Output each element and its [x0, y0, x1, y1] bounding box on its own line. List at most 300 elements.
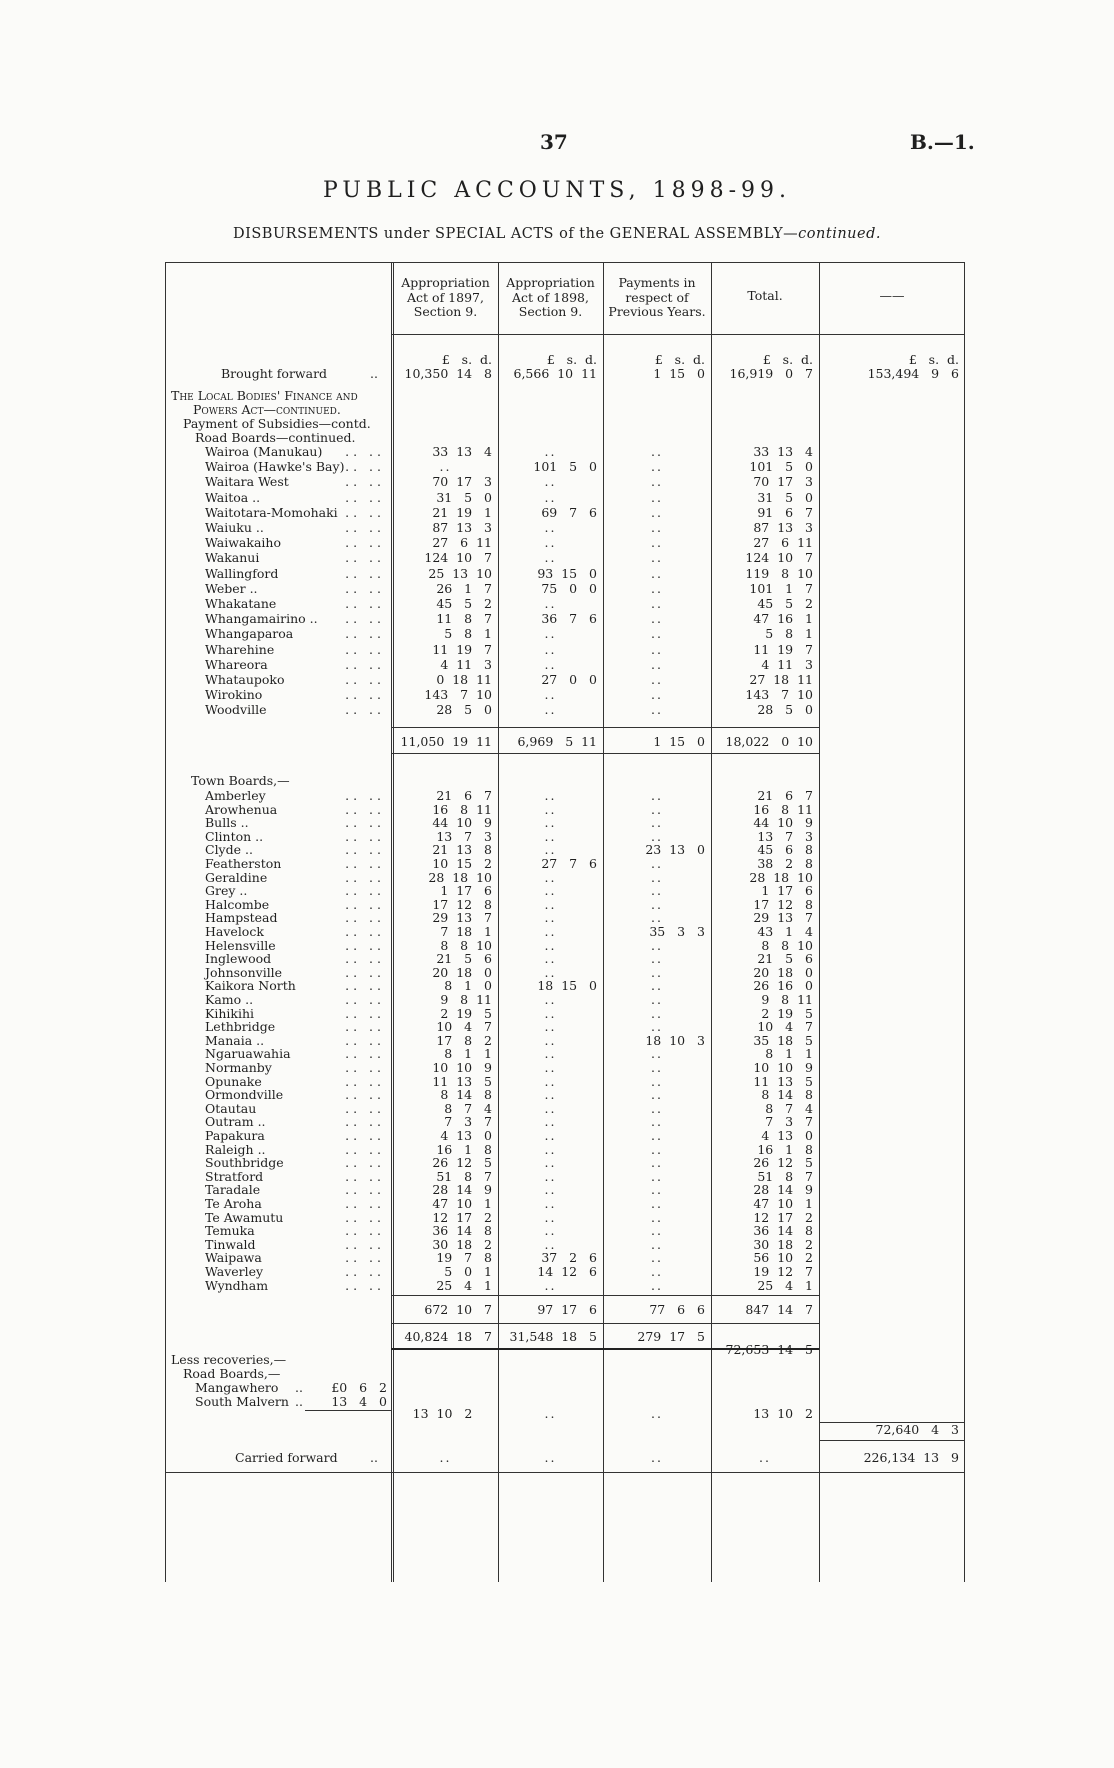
leader-dot: .. [369, 672, 385, 687]
leader-dot: .. [369, 1155, 385, 1171]
leader-dot: .. [369, 896, 385, 912]
leader-dots: .. [370, 366, 378, 381]
amount: 8 1 1 [765, 1046, 813, 1062]
amount: 19 7 8 [436, 1250, 492, 1266]
amount: 47 10 1 [753, 1196, 813, 1211]
amount: 35 3 3 [649, 924, 705, 939]
leader-dots [285, 687, 385, 702]
leader-dot: .. [369, 550, 385, 566]
row-label: Lethbridge [205, 1019, 276, 1035]
row-label: Waverley [205, 1264, 264, 1279]
empty-cell: .. [651, 1087, 663, 1103]
empty-cell: .. [544, 550, 557, 566]
amount: 21 6 7 [757, 788, 813, 803]
page-number: 37 [540, 130, 568, 154]
leader-dots [285, 626, 385, 641]
amount: 70 17 3 [753, 474, 813, 490]
leader-dot: .. [345, 883, 362, 899]
recovery-name: Mangawhero [195, 1380, 279, 1395]
leader-dot: .. [369, 702, 385, 718]
recovery-name: South Malvern [195, 1394, 289, 1409]
leader-dot: .. [369, 937, 385, 953]
row-label: Waitotara-Momohaki [205, 504, 338, 520]
row-label: Whangamairino .. [205, 611, 318, 627]
table-row [165, 459, 965, 474]
amount: 143 7 10 [424, 687, 492, 703]
leader-dot: .. [369, 626, 385, 642]
currency-row [165, 352, 965, 367]
leader-dot: .. [345, 580, 362, 596]
leader-dot: .. [345, 856, 362, 871]
leader-dot: .. [345, 656, 362, 672]
row-label: Stratford [205, 1168, 264, 1184]
amount: 2 19 5 [761, 1005, 813, 1021]
leader-dot: .. [369, 1100, 385, 1116]
row-label: Wairoa (Manukau) [205, 444, 323, 459]
amount: 47 16 1 [753, 611, 813, 627]
empty-cell: .. [651, 1114, 663, 1130]
row-label: Wairoa (Hawke's Bay) [205, 459, 345, 475]
amount: 40,824 18 7 [404, 1329, 492, 1344]
leader-dots [285, 581, 385, 596]
amount: 4 11 3 [440, 656, 492, 672]
amount: 119 8 10 [745, 565, 813, 581]
amount: 38 2 8 [757, 856, 813, 871]
amount: 31 5 0 [757, 489, 813, 505]
empty-cell: .. [651, 788, 663, 803]
leader-dot: .. [369, 910, 385, 926]
row-label: Johnsonville [205, 964, 283, 980]
amount: 37 2 6 [541, 1250, 597, 1266]
leader-dot: .. [369, 596, 385, 611]
table-row [165, 444, 965, 459]
empty-cell: .. [651, 520, 663, 535]
leader-dot: .. [345, 869, 362, 885]
row-label: Ormondville [205, 1087, 284, 1103]
empty-cell: .. [544, 815, 557, 831]
amount: 31 5 0 [436, 489, 492, 505]
leader-dot: .. [345, 828, 362, 844]
row-label: Wallingford [205, 565, 279, 581]
leader-dot: .. [369, 801, 385, 817]
leader-dot: .. [345, 672, 362, 687]
amount: 27 6 11 [432, 535, 492, 551]
leader-dot: .. [345, 1141, 362, 1157]
town-subtotal-rule [391, 1295, 819, 1296]
leader-dot: .. [345, 596, 362, 611]
leader-dot: .. [369, 924, 385, 939]
empty-cell: .. [651, 964, 663, 980]
leader-dot: .. [345, 626, 362, 642]
amount: 87 13 3 [753, 520, 813, 535]
empty-cell: .. [544, 910, 557, 926]
amount: 44 10 9 [753, 815, 813, 831]
amount: 8 8 10 [440, 937, 492, 953]
amount: 124 10 7 [424, 550, 492, 566]
empty-cell: .. [651, 626, 663, 642]
leader-dot: .. [369, 815, 385, 831]
leader-dots [285, 490, 385, 505]
amount: 8 1 1 [444, 1046, 492, 1062]
amount: 25 13 10 [428, 565, 492, 581]
amount: 28 14 9 [432, 1182, 492, 1198]
leader-dot: .. [345, 1236, 362, 1252]
leader-dot: .. [345, 924, 362, 939]
empty-cell: .. [651, 1019, 663, 1035]
leader-dot: .. [345, 1019, 362, 1035]
amount: 28 18 10 [749, 869, 813, 885]
empty-cell: .. [544, 937, 557, 953]
empty-cell: .. [651, 815, 663, 831]
amount: 8 8 10 [761, 937, 813, 953]
empty-cell: .. [544, 1114, 557, 1130]
row-label: Clinton .. [205, 828, 264, 844]
leader-dot: .. [369, 1209, 385, 1225]
empty-cell: .. [544, 924, 557, 939]
empty-cell: .. [544, 1032, 557, 1048]
amount: 20 18 0 [753, 964, 813, 980]
amount: 4 13 0 [440, 1128, 492, 1143]
currency-label: £ s. d. [908, 352, 959, 367]
amount: 45 5 2 [757, 596, 813, 611]
leader-dot: .. [345, 978, 362, 994]
empty-cell: .. [544, 1406, 557, 1421]
row-label: Arowhenua [205, 801, 278, 817]
amount: 847 14 7 [745, 1302, 813, 1317]
empty-cell: .. [651, 883, 663, 899]
row-label: Halcombe [205, 896, 270, 912]
empty-cell: .. [544, 1019, 557, 1035]
empty-cell: .. [651, 565, 663, 581]
empty-cell: .. [544, 1100, 557, 1116]
empty-cell: .. [651, 444, 663, 459]
amount: 28 18 10 [428, 869, 492, 885]
row-label: Clyde .. [205, 842, 253, 858]
empty-cell: .. [544, 828, 557, 844]
row-label: Waitara West [205, 474, 289, 490]
leader-dot: .. [345, 504, 362, 520]
leader-dot: .. [369, 1168, 385, 1184]
amount: 10,350 14 8 [404, 366, 492, 381]
table-row [165, 657, 965, 672]
brought-forward-label: Brought forward [221, 366, 328, 381]
empty-cell: .. [544, 1060, 557, 1075]
amount: 87 13 3 [432, 520, 492, 535]
amount: 16,919 0 7 [729, 366, 813, 381]
road-boards-heading: Road Boards—continued. [195, 430, 356, 445]
empty-cell: .. [544, 535, 557, 551]
amount: 97 17 6 [537, 1302, 597, 1317]
leader-dot: .. [345, 489, 362, 505]
leader-dots [285, 444, 385, 459]
empty-cell: .. [544, 1223, 557, 1239]
empty-cell: .. [544, 1277, 557, 1293]
row-label: Otautau [205, 1100, 257, 1116]
amount: 30 18 2 [432, 1236, 492, 1252]
leader-dots [285, 642, 385, 657]
empty-cell: .. [651, 1236, 663, 1252]
empty-cell: .. [651, 535, 663, 551]
currency-label: £ s. d. [762, 352, 813, 367]
leader-dot: .. [369, 535, 385, 551]
leader-dot: .. [345, 702, 362, 718]
leader-dot: .. [345, 474, 362, 490]
empty-cell: .. [651, 611, 663, 627]
empty-cell: .. [651, 978, 663, 994]
empty-cell: .. [544, 1005, 557, 1021]
row-label: Featherston [205, 856, 282, 871]
row-label: Outram .. [205, 1114, 266, 1130]
amount: 1 15 0 [653, 366, 705, 381]
amount: 16 8 11 [753, 801, 813, 817]
row-label: Manaia .. [205, 1032, 265, 1048]
amount: 2 19 5 [440, 1005, 492, 1021]
page-title: PUBLIC ACCOUNTS, 1898-99. [323, 178, 791, 203]
amount: 18 15 0 [537, 978, 597, 994]
row-label: Amberley [205, 788, 266, 803]
amount: 13 7 3 [436, 828, 492, 844]
row-label: Whakatane [205, 596, 277, 611]
table-row [165, 505, 965, 520]
leader-dot: .. [369, 1114, 385, 1130]
amount: 11 13 5 [753, 1073, 813, 1089]
table-row [165, 596, 965, 611]
town-boards-heading: Town Boards,— [191, 773, 290, 788]
leader-dot: .. [345, 444, 362, 459]
road-boards-total-row [165, 734, 965, 749]
amount: 25 4 1 [436, 1277, 492, 1293]
empty-cell: .. [651, 596, 663, 611]
empty-cell: .. [544, 992, 557, 1007]
row-label: Southbridge [205, 1155, 284, 1171]
amount: 20 18 0 [432, 964, 492, 980]
leader-dot: .. [369, 1141, 385, 1157]
row-label: Weber .. [205, 580, 258, 596]
empty-cell: .. [544, 896, 557, 912]
amount: 12 17 2 [753, 1209, 813, 1225]
empty-cell: .. [544, 801, 557, 817]
row-label: Ngaruawahia [205, 1046, 291, 1062]
amount: 101 5 0 [749, 459, 813, 475]
amount: 1 17 6 [440, 883, 492, 899]
amount: 45 6 8 [757, 842, 813, 858]
leader-dots [285, 474, 385, 489]
empty-cell: .. [651, 1005, 663, 1021]
amount: 33 13 4 [432, 444, 492, 459]
leader-dots [285, 459, 385, 474]
leader-dot: .. [369, 1277, 385, 1293]
amount: 7 18 1 [440, 924, 492, 939]
amount: 13 7 3 [757, 828, 813, 844]
amount: 21 19 1 [432, 504, 492, 520]
recovery-amount: 13 4 0 [331, 1394, 387, 1409]
empty-cell: .. [651, 1100, 663, 1116]
row-label: Te Awamutu [205, 1209, 284, 1225]
table-row [165, 535, 965, 550]
amount: 8 7 4 [444, 1100, 492, 1116]
amount: 23 13 0 [645, 842, 705, 858]
leader-dot: .. [369, 1182, 385, 1198]
road-subtotal-rule [391, 727, 819, 728]
leader-dot: .. [369, 788, 385, 803]
empty-cell: .. [544, 1168, 557, 1184]
leader-dot: .. [345, 1168, 362, 1184]
amount: 69 7 6 [541, 504, 597, 520]
empty-cell: .. [651, 474, 663, 490]
empty-cell: .. [544, 474, 557, 490]
amount: 33 13 4 [753, 444, 813, 459]
leader-dot: .. [345, 937, 362, 953]
amount: 43 1 4 [757, 924, 813, 939]
leader-dot: .. [369, 856, 385, 871]
page-subtitle [0, 226, 1114, 242]
amount: 10 15 2 [432, 856, 492, 871]
leader-dot: .. [345, 951, 362, 967]
leader-dot: .. [345, 842, 362, 858]
amount: 21 5 6 [757, 951, 813, 967]
leader-dot: .. [345, 1277, 362, 1293]
row-label: Kihikihi [205, 1005, 255, 1021]
column-header-blank: —— [879, 288, 905, 303]
amount: 26 12 5 [432, 1155, 492, 1171]
empty-cell: .. [544, 1450, 557, 1465]
row-label: Taradale [205, 1182, 261, 1198]
empty-cell: .. [544, 687, 557, 703]
amount: 16 8 11 [432, 801, 492, 817]
amount: 72,640 4 3 [875, 1422, 959, 1437]
empty-cell: .. [651, 504, 663, 520]
currency-label: £ s. d. [546, 352, 597, 367]
leader-dot: .. [345, 611, 362, 627]
empty-cell: .. [544, 1155, 557, 1171]
table-bottom-rule [165, 1472, 965, 1473]
table-row [165, 566, 965, 581]
leader-dot: .. [345, 1087, 362, 1103]
act-heading-continued [193, 402, 341, 417]
leader-dot: .. [369, 1128, 385, 1143]
leader-dot: .. [345, 641, 362, 657]
leader-dot: .. [345, 1250, 362, 1266]
leader-dot: .. [369, 1250, 385, 1266]
disbursements-table [165, 262, 965, 1582]
leader-dot: .. [369, 459, 385, 475]
empty-cell: .. [651, 1155, 663, 1171]
leader-dots: .. [370, 1450, 378, 1465]
empty-cell: .. [651, 1209, 663, 1225]
amount: 25 4 1 [757, 1277, 813, 1293]
leader-dot: .. [345, 1209, 362, 1225]
amount: 6,969 5 11 [517, 734, 597, 749]
leader-dot: .. [369, 869, 385, 885]
amount: 12 17 2 [432, 1209, 492, 1225]
empty-cell: .. [544, 1141, 557, 1157]
empty-cell: .. [651, 1196, 663, 1211]
amount: 11 8 7 [436, 611, 492, 627]
row-label: Whangaparoa [205, 626, 294, 642]
amount: 70 17 3 [432, 474, 492, 490]
table-row [165, 642, 965, 657]
act-heading: The Local Bodies' Finance and [171, 388, 358, 403]
leader-dot: .. [369, 1060, 385, 1075]
table-row [165, 490, 965, 505]
amount: 75 0 0 [541, 580, 597, 596]
leader-dot: .. [345, 1100, 362, 1116]
subtitle-main: DISBURSEMENTS under SPECIAL ACTS of the GENERAL ASSEMBLY— [233, 226, 799, 242]
leader-dot: .. [369, 504, 385, 520]
amount: 26 1 7 [436, 580, 492, 596]
row-label: Wyndham [205, 1277, 269, 1293]
amount: 11 19 7 [753, 641, 813, 657]
leader-dots [285, 566, 385, 581]
empty-cell: .. [439, 459, 452, 475]
empty-cell: .. [544, 1182, 557, 1198]
leader-dot: .. [345, 1046, 362, 1062]
table-top-rule [165, 262, 965, 263]
amount: 101 5 0 [533, 459, 597, 475]
leader-dot: .. [369, 1046, 385, 1062]
amount: 7 3 7 [765, 1114, 813, 1130]
amount: 21 6 7 [436, 788, 492, 803]
leader-dot: .. [345, 550, 362, 566]
row-label: Hampstead [205, 910, 278, 926]
leader-dots [285, 535, 385, 550]
empty-cell: .. [651, 580, 663, 596]
row-label: Wharehine [205, 641, 275, 657]
empty-cell: .. [651, 1250, 663, 1266]
empty-cell: .. [651, 641, 663, 657]
empty-cell: .. [544, 842, 557, 858]
row-label: Papakura [205, 1128, 265, 1143]
row-label: Waipawa [205, 1250, 262, 1266]
column-header-act-1897: Appropriation Act of 1897, Section 9. [401, 275, 490, 319]
leader-dot: .. [345, 1114, 362, 1130]
leader-dot: .. [369, 474, 385, 490]
empty-cell: .. [651, 672, 663, 687]
amount: 101 1 7 [749, 580, 813, 596]
amount: 672 10 7 [424, 1302, 492, 1317]
amount: 279 17 5 [637, 1329, 705, 1344]
empty-cell: .. [544, 964, 557, 980]
table-row [165, 672, 965, 687]
leader-dot: .. [345, 788, 362, 803]
table-row [165, 611, 965, 626]
empty-cell: .. [651, 1168, 663, 1184]
recovery-item [165, 1380, 965, 1395]
empty-cell: .. [544, 1196, 557, 1211]
leader-dots [285, 520, 385, 535]
empty-cell: .. [651, 1073, 663, 1089]
empty-cell: .. [651, 1223, 663, 1239]
leader-dot: .. [369, 1032, 385, 1048]
amount: 11,050 19 11 [400, 734, 492, 749]
amount: 8 1 0 [444, 978, 492, 994]
amount: 8 14 8 [761, 1087, 813, 1103]
leader-dot: .. [345, 535, 362, 551]
amount: 5 8 1 [444, 626, 492, 642]
leader-dot: .. [369, 883, 385, 899]
empty-cell: .. [651, 1277, 663, 1293]
row-label: Temuka [205, 1223, 255, 1239]
amount: 27 6 11 [753, 535, 813, 551]
leader-dot: .. [369, 641, 385, 657]
leader-dot: .. [345, 459, 362, 475]
amount: 44 10 9 [432, 815, 492, 831]
empty-cell: .. [544, 1046, 557, 1062]
row-label: Whataupoko [205, 672, 285, 687]
recovery-amount: £0 6 2 [331, 1380, 387, 1395]
amount: 0 18 11 [436, 672, 492, 687]
empty-cell: .. [544, 641, 557, 657]
